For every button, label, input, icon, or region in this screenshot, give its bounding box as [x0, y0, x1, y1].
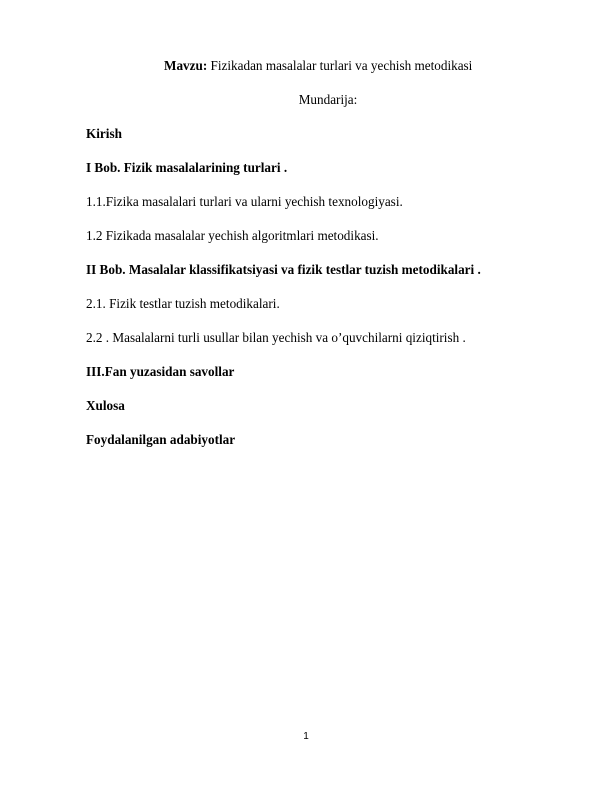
- page-number: 1: [303, 731, 309, 742]
- toc-entry-references: Foydalanilgan adabiyotlar: [86, 432, 236, 447]
- toc-entry-section-2-1: 2.1. Fizik testlar tuzish metodikalari.: [86, 296, 280, 311]
- toc-entry-section-1-2: 1.2 Fizikada masalalar yechish algoritmlari metodikasi.: [86, 228, 379, 243]
- topic-text: Fizikadan masalalar turlari va yechish metodikasi: [210, 58, 473, 73]
- toc-entry-section-1-1: 1.1.Fizika masalalari turlari va ularni yechish texnologiyasi.: [86, 194, 403, 209]
- toc-entry-chapter-1: I Bob. Fizik masalalarining turlari .: [86, 160, 288, 175]
- toc-entry-introduction: Kirish: [86, 126, 122, 141]
- toc-entry-section-2-2: 2.2 . Masalalarni turli usullar bilan yechish va o’quvchilarni qiziqtirish .: [86, 330, 466, 345]
- topic-label: Mavzu:: [164, 58, 208, 73]
- topic-line: [164, 58, 472, 74]
- toc-entry-chapter-2: II Bob. Masalalar klassifikatsiyasi va fizik testlar tuzish metodikalari .: [86, 262, 481, 277]
- toc-entry-chapter-3: III.Fan yuzasidan savollar: [86, 364, 235, 379]
- contents-heading: Mundarija:: [298, 92, 358, 107]
- toc-entry-conclusion: Xulosa: [86, 398, 125, 413]
